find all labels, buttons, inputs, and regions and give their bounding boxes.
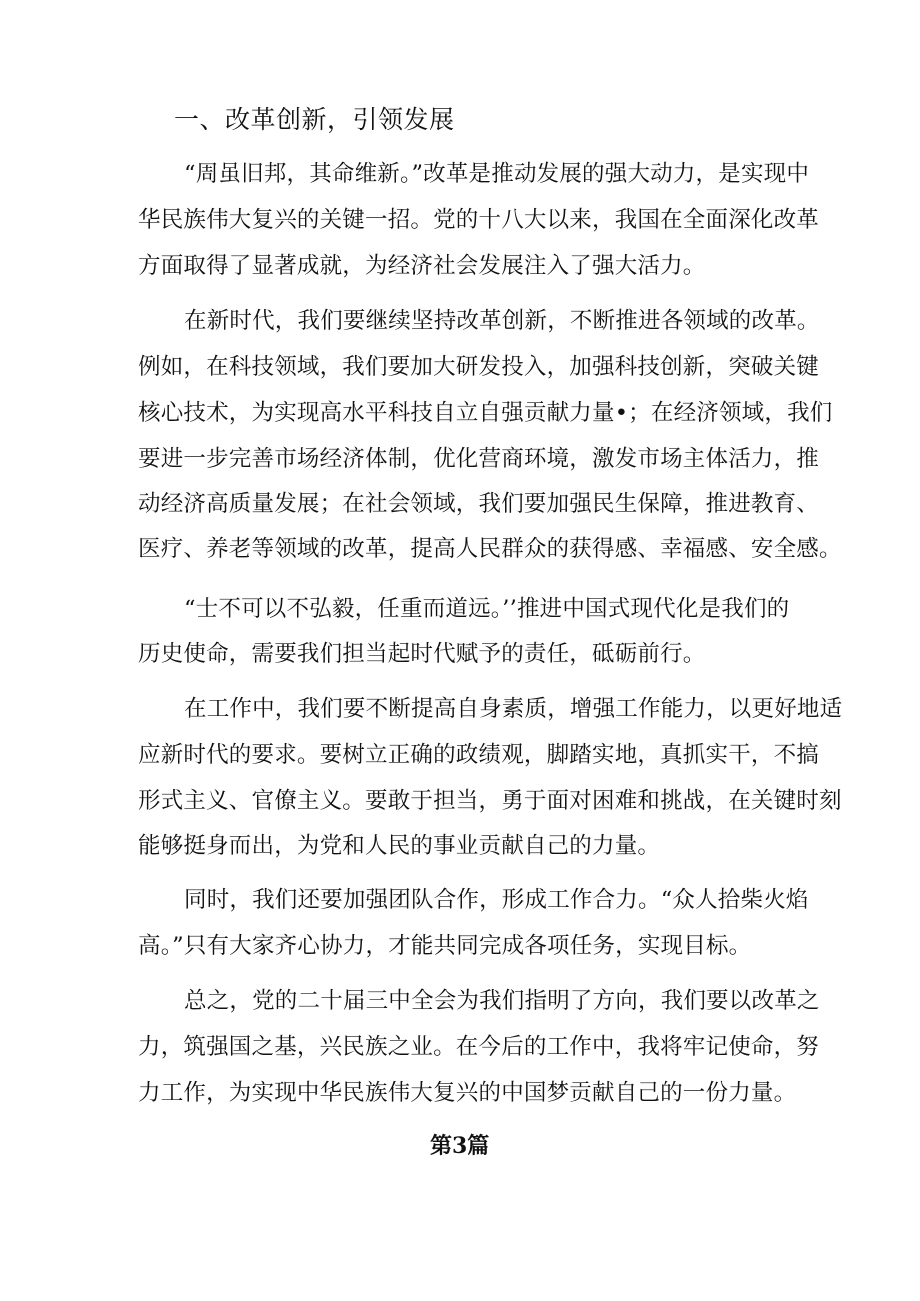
section-heading: 一、改革创新，引领发展: [174, 105, 455, 134]
paragraph-6-line-2: 力，筑强国之基，兴民族之业。在今后的工作中，我将牢记使命，努: [138, 1034, 820, 1060]
paragraph-3-line-1: “士不可以不弘毅，任重而道远。’’推进中国式现代化是我们的: [184, 596, 790, 622]
paragraph-4-line-4: 能够挺身而出，为党和人民的事业贡献自己的力量。: [138, 833, 661, 859]
paragraph-4-line-1: 在工作中，我们要不断提高自身素质，增强工作能力，以更好地适: [184, 696, 843, 722]
paragraph-2-line-2: 例如，在科技领域，我们要加大研发投入，加强科技创新，突破关键: [138, 354, 820, 380]
paragraph-6-line-3: 力工作，为实现中华民族伟大复兴的中国梦贡献自己的一份力量。: [138, 1080, 797, 1106]
paragraph-6-line-1: 总之，党的二十届三中全会为我们指明了方向，我们要以改革之: [184, 988, 820, 1014]
paragraph-1-line-1: “周虽旧邦，其命维新。”改革是推动发展的强大动力，是实现中: [184, 161, 810, 187]
paragraph-2-line-1: 在新时代，我们要继续坚持改革创新，不断推进各领域的改革。: [184, 308, 820, 334]
paragraph-5-line-1: 同时，我们还要加强团队合作，形成工作合力。“众人拾柴火焰: [184, 887, 809, 913]
paragraph-4-line-3: 形式主义、官僚主义。要敢于担当，勇于面对困难和挑战，在关键时刻: [138, 788, 842, 814]
paragraph-1-line-2: 华民族伟大复兴的关键一招。党的十八大以来，我国在全面深化改革: [138, 207, 820, 233]
paragraph-1-line-3: 方面取得了显著成就，为经济社会发展注入了强大活力。: [138, 253, 706, 279]
section-marker: 第3篇: [430, 1133, 490, 1159]
paragraph-3-line-2: 历史使命，需要我们担当起时代赋予的责任，砥砺前行。: [138, 641, 706, 667]
paragraph-2-line-4: 要进一步完善市场经济体制，优化营商环境，激发市场主体活力，推: [138, 446, 820, 472]
paragraph-2-line-3: 核心技术，为实现高水平科技自立自强贡献力量•；在经济领域，我们: [138, 400, 833, 426]
paragraph-2-line-6: 医疗、养老等领域的改革，提高人民群众的获得感、幸福感、安全感。: [138, 536, 842, 562]
paragraph-4-line-2: 应新时代的要求。要树立正确的政绩观，脚踏实地，真抓实干，不搞: [138, 742, 820, 768]
paragraph-5-line-2: 高。”只有大家齐心协力，才能共同完成各项任务，实现目标。: [138, 933, 752, 959]
paragraph-2-line-5: 动经济高质量发展；在社会领域，我们要加强民生保障，推进教育、: [138, 491, 820, 517]
